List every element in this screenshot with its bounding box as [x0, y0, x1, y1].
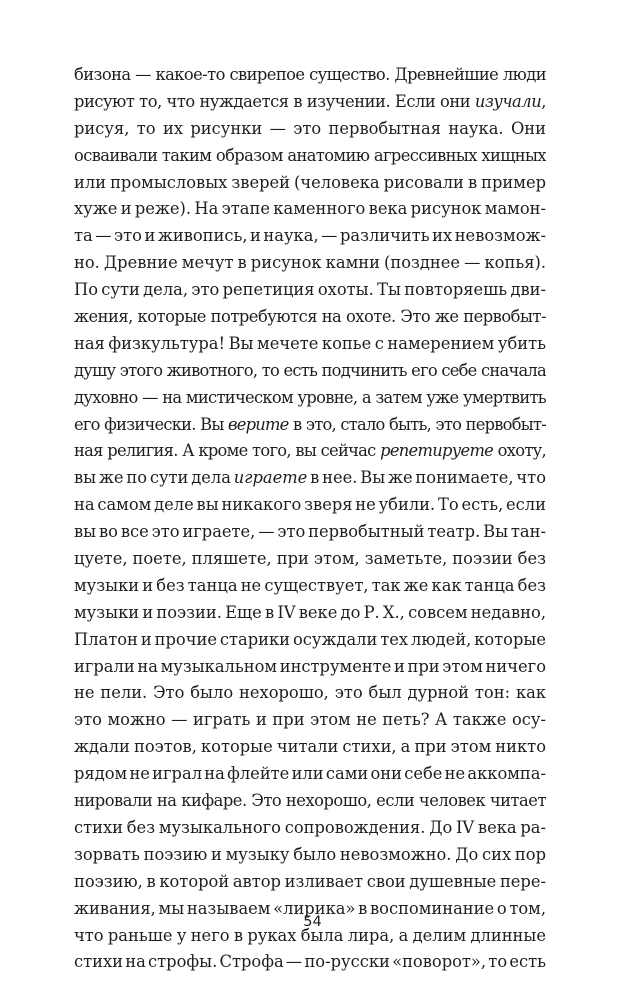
text-segment: охоту,: [493, 441, 546, 461]
text-segment: его физически. Вы: [74, 414, 228, 434]
text-line: [74, 600, 546, 627]
text-line: [74, 654, 546, 681]
text-segment: это можно — играть и при этом не петь? А также осу-: [74, 710, 546, 730]
text-segment: ждали поэтов, которые читали стихи, а при этом никто: [74, 737, 546, 757]
text-line: [74, 438, 546, 465]
page-number: 54: [303, 914, 322, 930]
text-segment: музыки и без танца не существует, так же как танца без: [74, 575, 546, 595]
text-segment: в нее. Вы же понимаете, что: [307, 468, 546, 488]
text-segment: или промысловых зверей (человека рисовали в пример: [74, 172, 546, 192]
text-line: [74, 89, 546, 116]
text-line: [74, 331, 546, 358]
text-segment: та — это и живопись, и наука, — различить их невозмож-: [74, 226, 546, 246]
text-line: [74, 143, 546, 170]
text-line: [74, 196, 546, 223]
body-text: [74, 62, 546, 976]
text-segment: По сути дела, это репетиция охоты. Ты повторяешь дви-: [74, 280, 546, 300]
text-line: [74, 869, 546, 896]
text-segment: рядом не играл на флейте или сами они себе не аккомпа-: [74, 764, 546, 784]
text-segment: бизона — какое-то свирепое существо. Древнейшие люди: [74, 65, 546, 84]
italic-text-segment: верите: [227, 414, 289, 434]
text-segment: музыки и поэзии. Еще в IV веке до Р. Х., совсем недавно,: [74, 602, 546, 622]
text-segment: живания, мы называем «лирика» в воспоминание о том,: [74, 898, 546, 918]
text-segment: на самом деле вы никакого зверя не убили. То есть, если: [74, 495, 546, 515]
text-line: [74, 412, 546, 439]
text-line: [74, 492, 546, 519]
text-segment: стихи без музыкального сопровождения. До IV века ра-: [74, 817, 546, 837]
text-segment: вы же по сути дела: [74, 468, 234, 488]
text-segment: поэзию, в которой автор изливает свои душевные пере-: [74, 871, 546, 891]
text-line: [74, 573, 546, 600]
text-line: [74, 949, 546, 976]
italic-text-segment: изучали: [474, 91, 542, 111]
text-line: [74, 734, 546, 761]
text-segment: рисуя, то их рисунки — это первобытная наука. Они: [74, 118, 546, 138]
text-segment: духовно — на мистическом уровне, а затем уже умертвить: [74, 387, 546, 407]
text-segment: цуете, поете, пляшете, при этом, заметьте, поэзии без: [74, 549, 546, 569]
text-line: [74, 250, 546, 277]
text-segment: зорвать поэзию и музыку было невозможно. До сих пор: [74, 844, 546, 864]
text-segment: в это, стало быть, это первобыт-: [288, 414, 546, 434]
text-line: [74, 465, 546, 492]
text-segment: ,: [541, 91, 546, 111]
text-line: [74, 170, 546, 197]
text-line: [74, 358, 546, 385]
text-line: [74, 761, 546, 788]
text-segment: ная физкультура! Вы мечете копье с намерением убить: [74, 333, 546, 353]
text-segment: играли на музыкальном инструменте и при этом ничего: [74, 656, 546, 676]
text-line: [74, 62, 546, 89]
text-line: [74, 815, 546, 842]
text-segment: Платон и прочие старики осуждали тех людей, которые: [74, 629, 546, 649]
text-line: [74, 385, 546, 412]
italic-text-segment: репетируете: [380, 441, 494, 461]
text-line: [74, 707, 546, 734]
text-segment: нировали на кифаре. Это нехорошо, если человек читает: [74, 791, 546, 811]
text-line: [74, 223, 546, 250]
text-line: [74, 627, 546, 654]
text-line: [74, 546, 546, 573]
text-segment: стихи на строфы. Строфа — по-русски «поворот», то есть: [74, 952, 546, 972]
text-segment: жения, которые потребуются на охоте. Это же первобыт-: [74, 307, 546, 327]
italic-text-segment: играете: [233, 468, 308, 488]
text-line: [74, 277, 546, 304]
text-line: [74, 788, 546, 815]
text-segment: осваивали таким образом анатомию агрессивных хищных: [74, 145, 546, 165]
text-line: [74, 842, 546, 869]
text-segment: ная религия. А кроме того, вы сейчас: [74, 441, 381, 461]
text-segment: вы во все это играете, — это первобытный театр. Вы тан-: [74, 522, 546, 542]
text-segment: хуже и реже). На этапе каменного века рисунок мамон-: [74, 199, 546, 219]
text-segment: не пели. Это было нехорошо, это был дурной тон: как: [74, 683, 546, 703]
text-line: [74, 304, 546, 331]
text-line: [74, 519, 546, 546]
text-line: [74, 680, 546, 707]
text-line: [74, 116, 546, 143]
text-segment: душу этого животного, то есть подчинить его себе сначала: [74, 360, 546, 380]
text-segment: но. Древние мечут в рисунок камни (позднее — копья).: [74, 253, 546, 273]
text-segment: что раньше у него в руках была лира, а делим длинные: [74, 925, 546, 945]
text-segment: рисуют то, что нуждается в изучении. Если они: [74, 91, 475, 111]
